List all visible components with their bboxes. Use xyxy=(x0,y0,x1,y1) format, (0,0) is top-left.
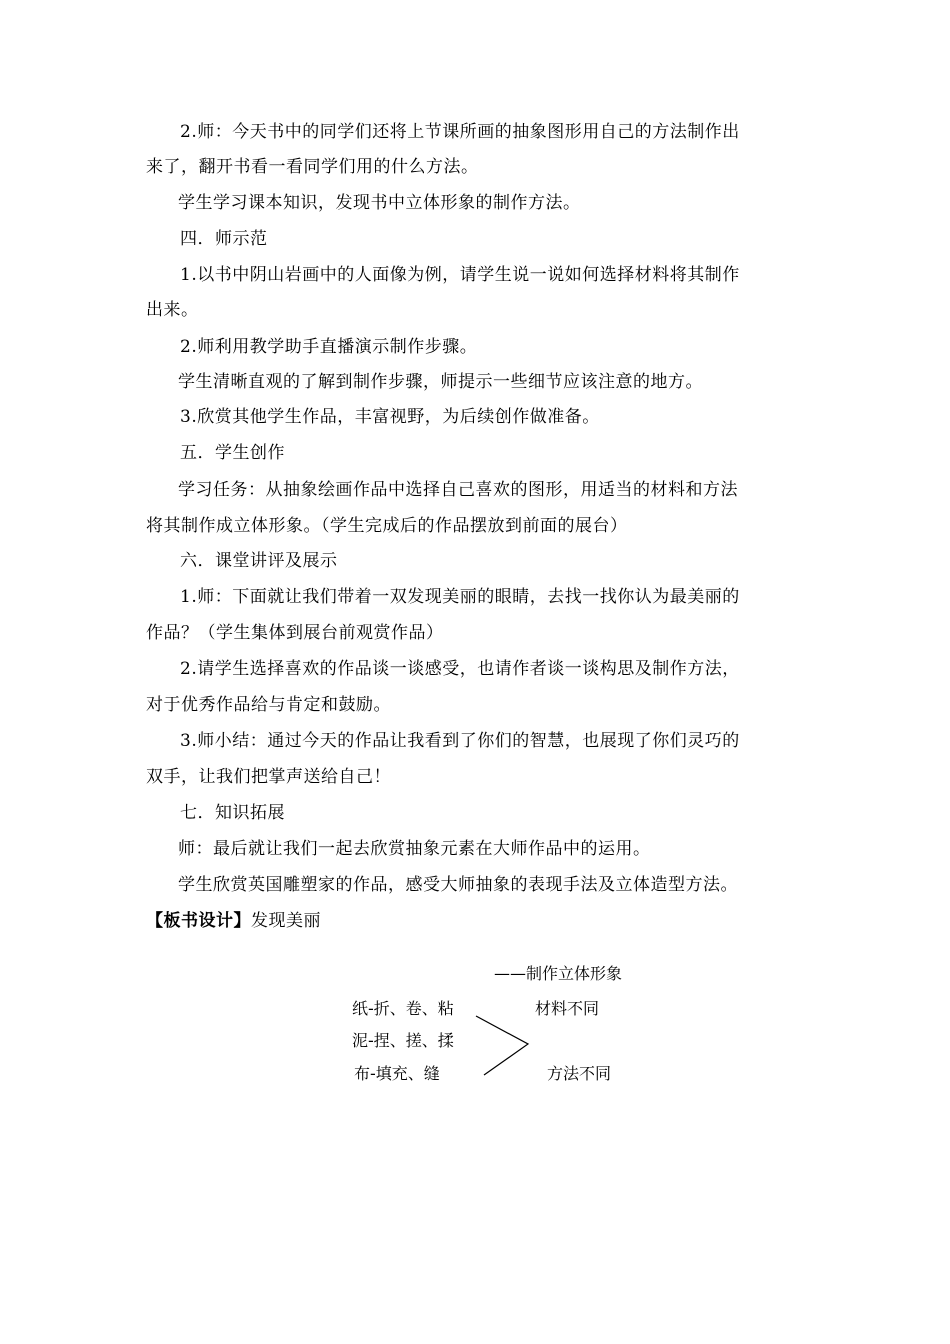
paragraph-line: 来了，翻开书看一看同学们用的什么方法。 xyxy=(146,157,479,177)
paragraph-line: 学生清晰直观的了解到制作步骤，师提示一些细节应该注意的地方。 xyxy=(178,372,703,392)
board-left-item: 纸-折、卷、粘 xyxy=(352,999,454,1018)
paragraph-line: 学生欣赏英国雕塑家的作品，感受大师抽象的表现手法及立体造型方法。 xyxy=(178,875,738,895)
paragraph-line: 2.请学生选择喜欢的作品谈一谈感受，也请作者谈一谈构思及制作方法， xyxy=(180,659,740,679)
paragraph-line: 3.欣赏其他学生作品，丰富视野，为后续创作做准备。 xyxy=(180,407,600,427)
board-bracket-line xyxy=(476,1016,528,1075)
paragraph-line: 2.师：今天书中的同学们还将上节课所画的抽象图形用自己的方法制作出 xyxy=(180,122,740,142)
board-subtitle: ——制作立体形象 xyxy=(494,964,623,983)
board-right-item: 方法不同 xyxy=(547,1064,612,1083)
board-right-item: 材料不同 xyxy=(535,999,600,1018)
board-design-title: 发现美丽 xyxy=(251,911,321,931)
board-design-label: 【板书设计】 xyxy=(146,911,251,931)
paragraph-line: 师：最后就让我们一起去欣赏抽象元素在大师作品中的运用。 xyxy=(178,839,651,859)
section-heading: 四．师示范 xyxy=(180,229,268,249)
board-left-item: 泥-捏、搓、揉 xyxy=(352,1031,454,1050)
paragraph-line: 作品？（学生集体到展台前观赏作品） xyxy=(146,623,444,643)
board-design-heading xyxy=(146,909,321,933)
paragraph-line: 学生学习课本知识，发现书中立体形象的制作方法。 xyxy=(178,193,581,213)
paragraph-line: 1.师：下面就让我们带着一双发现美丽的眼睛，去找一找你认为最美丽的 xyxy=(180,587,740,607)
section-heading: 五．学生创作 xyxy=(180,443,285,463)
paragraph-line: 2.师利用教学助手直播演示制作步骤。 xyxy=(180,337,478,357)
paragraph-line: 出来。 xyxy=(146,300,199,320)
paragraph-line: 双手，让我们把掌声送给自己！ xyxy=(146,767,391,787)
section-heading: 七．知识拓展 xyxy=(180,803,285,823)
paragraph-line: 3.师小结：通过今天的作品让我看到了你们的智慧，也展现了你们灵巧的 xyxy=(180,731,740,751)
paragraph-line: 将其制作成立体形象。（学生完成后的作品摆放到前面的展台） xyxy=(146,516,628,536)
paragraph-line: 学习任务：从抽象绘画作品中选择自己喜欢的图形，用适当的材料和方法 xyxy=(178,480,738,500)
board-left-item: 布-填充、缝 xyxy=(354,1064,440,1083)
paragraph-line: 对于优秀作品给与肯定和鼓励。 xyxy=(146,695,391,715)
section-heading: 六．课堂讲评及展示 xyxy=(180,551,338,571)
paragraph-line: 1.以书中阴山岩画中的人面像为例，请学生说一说如何选择材料将其制作 xyxy=(180,265,740,285)
